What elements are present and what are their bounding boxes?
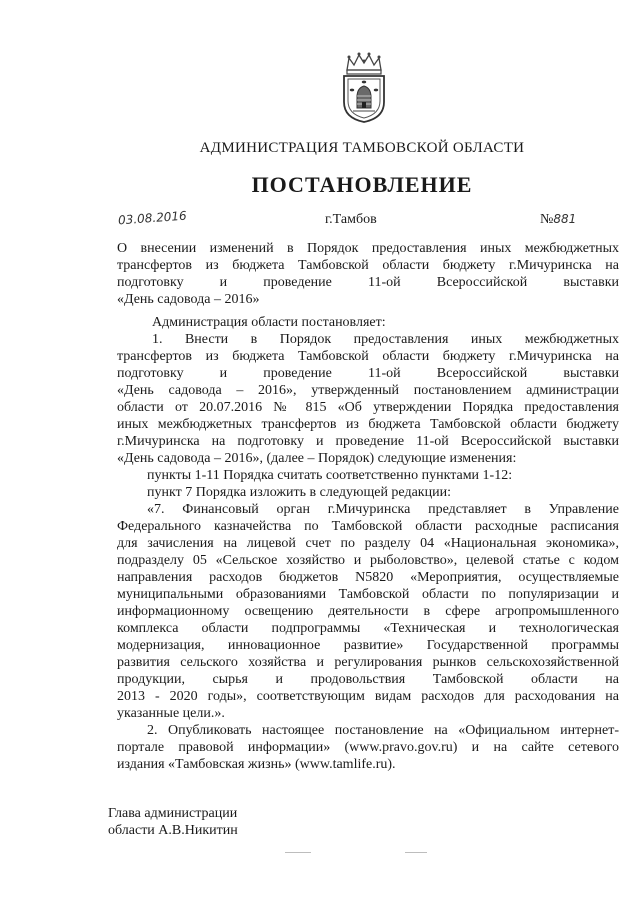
quote-line: подразделу 05 «Сельское хозяйство и рыболовство», целевой статье с кодом (117, 553, 619, 568)
scan-artifact (285, 852, 311, 853)
quote-line: информационному освещению деятельности в сфере агропромышленного (117, 604, 619, 619)
organization-name: АДМИНИСТРАЦИЯ ТАМБОВСКОЙ ОБЛАСТИ (199, 140, 525, 156)
signature-block (108, 805, 238, 839)
quote-line: указанные цели.». (117, 706, 225, 721)
sub-item: пункт 7 Порядка изложить в следующей редакции: (147, 485, 451, 500)
item2-line: 2. Опубликовать настоящее постановление на «Официальном интернет- (147, 723, 619, 738)
quote-line: 2013 - 2020 годы», соответствующим видам расходов для расходования на (117, 689, 619, 704)
quote-line: для зачисления на лицевой счет по разделу 04 «Национальная экономика», (117, 536, 619, 551)
title-line: «День садовода – 2016» (117, 292, 260, 307)
item2-line: портале правовой информации» (www.pravo.gov.ru) и на сайте сетевого (117, 740, 619, 755)
document-body (117, 314, 619, 773)
sub-item: пункты 1-11 Порядка считать соответственно пунктами 1-12: (147, 468, 513, 483)
signature-name: области А.В.Никитин (108, 823, 238, 838)
quote-line: комплекса области подпрограммы «Техническая и технологическая (117, 621, 619, 636)
quote-line: Федерального казначейства по Тамбовской области расходные расписания (117, 519, 619, 534)
intro-paragraph: Администрация области постановляет: (152, 315, 386, 330)
number-prefix: № (540, 212, 554, 227)
title-line: О внесении изменений в Порядок предоставления иных межбюджетных (117, 241, 619, 256)
number-value: 881 (553, 212, 577, 226)
item1-line: 1. Внести в Порядок предоставления иных межбюджетных (152, 332, 619, 347)
item1-line: трансфертов из бюджета Тамбовской области бюджету г.Мичуринска на (117, 349, 619, 364)
item1-line: «День садовода – 2016», утвержденный постановлением администрации (117, 383, 619, 398)
quote-line: развития сельского хозяйства и регулирования рынков сельскохозяйственной (117, 655, 619, 670)
item1-line: области от 20.07.2016 № 815 «Об утверждении Порядка предоставления (117, 400, 619, 415)
quote-line: направления расходов бюджетов N5820 «Мероприятия, осуществляемые (117, 570, 619, 585)
scan-artifact (405, 852, 427, 853)
title-line: подготовку и проведение 11-ой Всероссийской выставки (117, 275, 619, 290)
quote-line: «7. Финансовый орган г.Мичуринска представляет в Управление (147, 502, 619, 517)
document-title (117, 240, 619, 308)
quote-line: муниципальными образованиями Тамбовской области по популяризации и (117, 587, 619, 602)
item2-line: издания «Тамбовская жизнь» (www.tamlife.ru). (117, 757, 396, 772)
item1-line: иных межбюджетных трансфертов из бюджета Тамбовской области бюджету (117, 417, 619, 432)
item1-line: «День садовода – 2016», (далее – Порядок) следующие изменения: (117, 451, 517, 466)
signature-title: Глава администрации (108, 806, 238, 821)
item1-line: г.Мичуринска на подготовку и проведение 11-ой Всероссийской выставки (117, 434, 619, 449)
document-date: 03.08.2016 (117, 208, 188, 228)
item1-line: подготовку и проведение 11-ой Всероссийской выставки (117, 366, 619, 381)
document-city: г.Тамбов (325, 212, 377, 227)
document-number (540, 212, 576, 228)
coat-of-arms-emblem (339, 50, 389, 124)
quote-line: продукции, сырья и продовольствия Тамбовской области на (117, 672, 619, 687)
title-line: трансфертов из бюджета Тамбовской области бюджету г.Мичуринска на (117, 258, 619, 273)
document-type: ПОСТАНОВЛЕНИЕ (251, 172, 473, 197)
quote-line: модернизация, инновационное развитие» Государственной программы (117, 638, 619, 653)
